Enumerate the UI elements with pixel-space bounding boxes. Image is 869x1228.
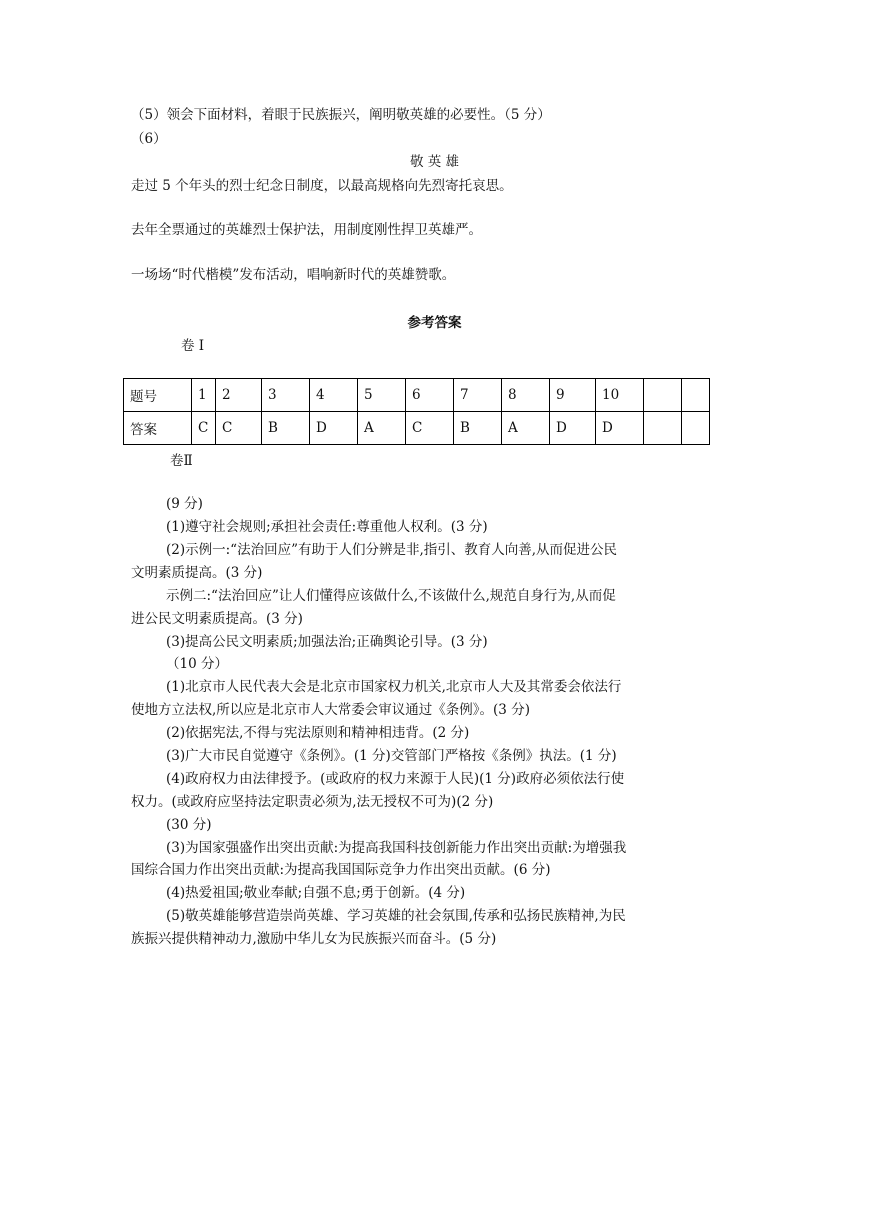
question-number-cell: 6 <box>406 379 454 412</box>
answer-line: (4)热爱祖国;敬业奉献;自强不息;勇于创新。(4 分) <box>166 885 466 901</box>
answer-cell <box>644 412 682 445</box>
question-number-cell: 9 <box>550 379 596 412</box>
question-number-cell <box>644 379 682 412</box>
material-line: 一场场“时代楷模”发布活动，唱响新时代的英雄赞歌。 <box>131 267 456 283</box>
row-label: 题号 <box>124 379 192 412</box>
answer-cell: B <box>262 412 310 445</box>
question-number-cell: 2 <box>216 379 262 412</box>
question-number-cell: 3 <box>262 379 310 412</box>
answer-line: (30 分) <box>166 817 212 833</box>
answer-line: 国综合国力作出突出贡献:为提高我国国际竞争力作出突出贡献。(6 分) <box>131 862 551 878</box>
answer-line: 权力。(或政府应坚持法定职责必须为,法无授权不可为)(2 分) <box>131 794 494 810</box>
answer-line: (1)遵守社会规则;承担社会责任:尊重他人权利。(3 分) <box>166 519 488 535</box>
answers-heading: 参考答案 <box>407 315 462 331</box>
answer-line: 族振兴提供精神动力,激励中华儿女为民族振兴而奋斗。(5 分) <box>131 931 497 947</box>
volume-2-label: 卷Ⅱ <box>170 453 193 469</box>
question-number-cell: 7 <box>454 379 502 412</box>
material-line: 走过 5 个年头的烈士纪念日制度，以最高规格向先烈寄托哀思。 <box>131 178 513 194</box>
question-number-cell: 10 <box>596 379 644 412</box>
question-number-cell: 8 <box>502 379 550 412</box>
question-number-cell: 1 <box>192 379 216 412</box>
answer-cell: C <box>406 412 454 445</box>
table-row-answers <box>124 412 710 445</box>
material-title: 敬 英 雄 <box>409 154 460 170</box>
answer-line: (4)政府权力由法律授予。(或政府的权力来源于人民)(1 分)政府必须依法行使 <box>166 771 625 787</box>
row-label: 答案 <box>124 412 192 445</box>
answer-line: 进公民文明素质提高。(3 分) <box>131 611 303 627</box>
answer-cell: A <box>358 412 406 445</box>
answer-line: 使地方立法权,所以应是北京市人大常委会审议通过《条例》。(3 分) <box>131 702 530 718</box>
answer-cell <box>682 412 710 445</box>
answer-line: (9 分) <box>166 496 203 512</box>
answer-cell: D <box>596 412 644 445</box>
answer-cell: A <box>502 412 550 445</box>
question-6-label: （6） <box>131 131 167 147</box>
material-line: 去年全票通过的英雄烈士保护法，用制度刚性捍卫英雄严。 <box>131 222 482 238</box>
answer-cell: C <box>216 412 262 445</box>
answer-line: 示例二:“法治回应”让人们懂得应该做什么,不该做什么,规范自身行为,从而促 <box>166 588 616 604</box>
answer-line: 文明素质提高。(3 分) <box>131 565 263 581</box>
answer-line: (2)示例一:“法治回应”有助于人们分辨是非,指引、教育人向善,从而促进公民 <box>166 542 618 558</box>
answer-table <box>123 378 710 445</box>
question-number-cell: 4 <box>310 379 358 412</box>
question-number-cell <box>682 379 710 412</box>
answer-line: (5)敬英雄能够营造崇尚英雄、学习英雄的社会氛围,传承和弘扬民族精神,为民 <box>166 908 626 924</box>
answer-cell: C <box>192 412 216 445</box>
answer-line: (3)广大市民自觉遵守《条例》。(1 分)交管部门严格按《条例》执法。(1 分) <box>166 748 617 764</box>
answer-line: （10 分） <box>166 656 228 672</box>
answer-line: (2)依据宪法,不得与宪法原则和精神相违背。(2 分) <box>166 725 470 741</box>
answer-cell: B <box>454 412 502 445</box>
question-5-prompt: （5）领会下面材料，着眼于民族振兴，阐明敬英雄的必要性。（5 分） <box>131 107 551 123</box>
answer-line: (1)北京市人民代表大会是北京市国家权力机关,北京市人大及其常委会依法行 <box>166 679 622 695</box>
volume-1-label: 卷 I <box>181 338 205 354</box>
answer-line: (3)提高公民文明素质;加强法治;正确舆论引导。(3 分) <box>166 634 488 650</box>
answer-cell: D <box>550 412 596 445</box>
answer-cell: D <box>310 412 358 445</box>
table-row-numbers <box>124 379 710 412</box>
answer-line: (3)为国家强盛作出突出贡献:为提高我国科技创新能力作出突出贡献:为增强我 <box>166 840 627 856</box>
question-number-cell: 5 <box>358 379 406 412</box>
